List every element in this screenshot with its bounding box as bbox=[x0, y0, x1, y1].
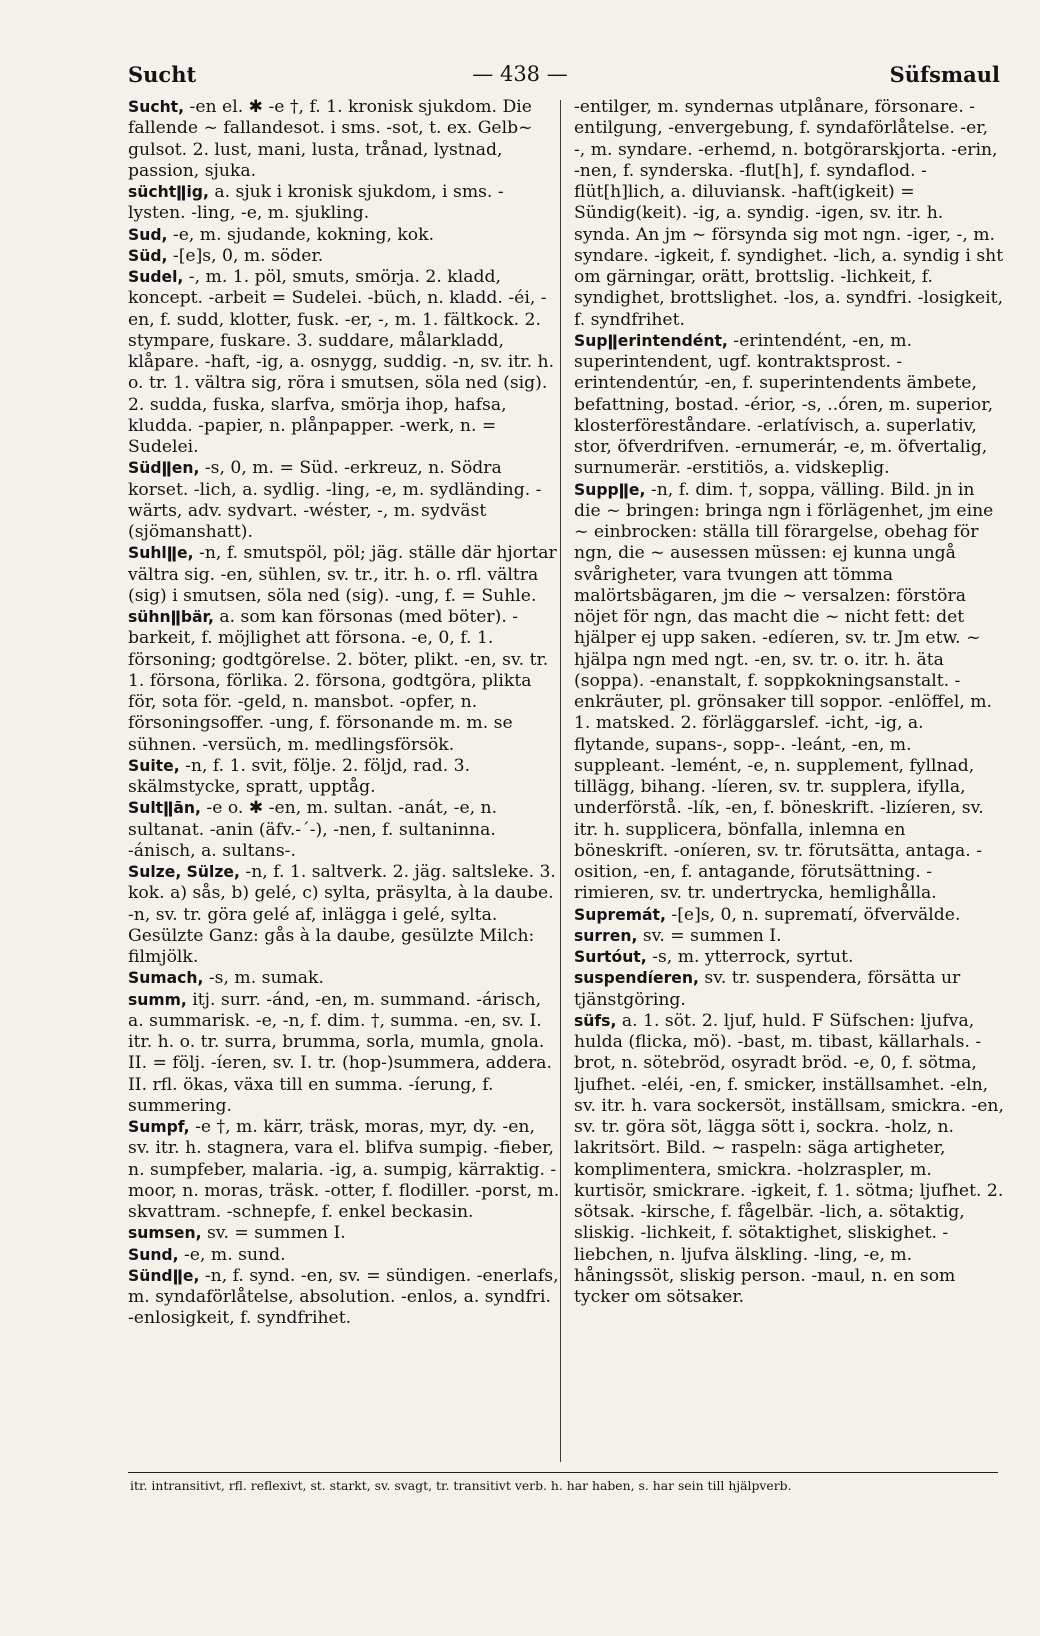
running-head-left: Sucht bbox=[128, 62, 197, 87]
headword: Sündǁe, bbox=[128, 1266, 200, 1285]
dictionary-entry bbox=[128, 182, 560, 225]
definition: sv. tr. suspendera, försätta ur tjänstgöring. bbox=[574, 968, 961, 1010]
headword: Sudel, bbox=[128, 268, 184, 286]
definition: -s, m. sumak. bbox=[203, 968, 324, 989]
running-head-right: Süfsmaul bbox=[889, 62, 1000, 87]
dictionary-entry bbox=[574, 947, 1004, 968]
definition: a. sjuk i kronisk sjukdom, i sms. -lysten. -ling, -e, m. sjukling. bbox=[128, 182, 504, 224]
dictionary-entry bbox=[574, 968, 1004, 1011]
dictionary-entry bbox=[128, 1266, 560, 1330]
definition: sv. = summen I. bbox=[201, 1223, 346, 1244]
footer-divider bbox=[128, 1472, 998, 1473]
definition: -n, f. 1. saltverk. 2. jäg. saltsleke. 3. kok. a) sås, b) gelé, c) sylta, präsylta, à la daube. -n, sv. tr. göra gelé af, inlägga i gelé, sylta. Gesülzte Ganz: gås à la daube, gesülzte Milch: filmjölk. bbox=[128, 862, 556, 967]
definition: -s, m. ytterrock, syrtut. bbox=[646, 947, 854, 967]
definition: -[e]s, 0, n. suprematí, öfvervälde. bbox=[665, 904, 961, 925]
definition: -en el. ✱ -e †, f. 1. kronisk sjukdom. Die fallende ~ fallandesot. i sms. -sot, t. ex. Gelb~ gulsot. 2. lust, mani, lusta, trånad, lystnad, passion, sjuka. bbox=[128, 97, 533, 181]
definition: -erintendént, -en, m. superintendent, ugf. kontraktsprost. -erintendentúr, -en, f. superintendents ämbete, befattning, bostad. -érior, -s, ..óren, m. superior, klosterföreståndare. -erlatívisch, a. superlativ, stor, öfverdrifven. -ernumerár, -e, m. öfvertalig, surnumerär. -erstitiös, a. vidskeplig. bbox=[574, 330, 994, 479]
definition: a. 1. söt. 2. ljuf, huld. F Süfschen: ljufva, hulda (flicka, mö). -bast, m. tibast, källarhals. -brot, n. sötebröd, osyradt bröd. -e, 0, f. sötma, ljufhet. -eléi, -en, f. smicker, inställsamhet. -eln, sv. itr. h. vara sockersöt, inställsam, smickra. -en, sv. tr. göra söt, lägga sött i, sockra. -holz, n. lakritsört. Bild. ~ raspeln: säga artigheter, komplimentera, smickra. -holzraspler, m. kurtisör, smickrare. -igkeit, f. 1. sötma; ljufhet. 2. sötsak. -kirsche, f. fågelbär. -lich, a. sötaktig, sliskig. -lichkeit, f. sötaktighet, sliskighet. -liebchen, n. ljufva älskling. -ling, -e, m. håningssöt, sliskig person. -maul, n. en som tycker om sötsaker. bbox=[574, 1010, 1004, 1307]
headword: Süd, bbox=[128, 246, 168, 265]
dictionary-entry bbox=[128, 968, 560, 989]
dictionary-entry bbox=[128, 246, 560, 267]
dictionary-entry bbox=[128, 225, 560, 246]
dictionary-entry bbox=[574, 905, 1004, 926]
dictionary-entry bbox=[574, 926, 1004, 947]
definition: a. som kan försonas (med böter). -barkeit, f. möjlighet att försona. -e, 0, f. 1. försoning; godtgörelse. 2. böter, plikt. -en, sv. tr. 1. försona, förlika. 2. försona, godtgöra, plikta för, sota för. -geld, n. mansbot. -opfer, n. försoningsoffer. -ung, f. försonande m. m. se sühnen. -versüch, m. medlingsförsök. bbox=[128, 607, 549, 755]
headword: sumsen, bbox=[128, 1224, 202, 1243]
definition: -n, f. dim. †, soppa, välling. Bild. jn in die ~ bringen: bringa ngn i förlägenhet, jm eine ~ einbrocken: ställa till förargelse, obehag för ngn, die ~ ausessen müssen: ej kunna ungå svårigheter, vara tvungen att tömma malörtsbägaren, jm die ~ versalzen: förstöra nöjet för ngn, das macht die ~ nicht fett: det hjälper ej upp saken. -edíeren, sv. tr. Jm etw. ~ hjälpa ngn med ngt. -en, sv. tr. o. itr. h. äta (soppa). -enanstalt, f. soppkokningsanstalt. -enkräuter, pl. grönsaker till soppor. -enlöffel, m. 1. matsked. 2. förläggarslef. -icht, -ig, a. flytande, supans-, sopp-. -leánt, -en, m. suppleant. -lemént, -e, n. supplement, fyllnad, tillägg, bihang. -líeren, sv. tr. supplera, ifylla, underförstå. -lík, -en, f. böneskrift. -lizíeren, sv. itr. h. supplicera, bönfalla, inlemna en böneskrift. -oníeren, sv. tr. förutsätta, antaga. -osition, -en, f. antagande, förutsättning. -rimieren, sv. tr. undertrycka, hemlighålla. bbox=[574, 479, 994, 904]
definition: -e, m. sund. bbox=[178, 1244, 286, 1265]
headword: Suppǁe, bbox=[574, 480, 646, 499]
headword: Suite, bbox=[128, 756, 180, 775]
definition: sv. = summen I. bbox=[637, 925, 782, 946]
dictionary-entry bbox=[574, 480, 1004, 905]
headword: Supremát, bbox=[574, 905, 666, 924]
headword: Sumpf, bbox=[128, 1118, 190, 1136]
dictionary-entry bbox=[128, 543, 560, 607]
dictionary-entry bbox=[128, 267, 560, 458]
dictionary-entry bbox=[128, 990, 560, 1118]
definition: -n, f. smutspöl, pöl; jäg. ställe där hjortar vältra sig. -en, sühlen, sv. tr., itr. h. o. rfl. vältra (sig) i smutsen, söla ned (sig). -ung, f. = Suhle. bbox=[128, 543, 557, 606]
headword: Supǁerintendént, bbox=[574, 331, 728, 350]
definition: -n, f. synd. -en, sv. = sündigen. -enerlafs, m. syndaförlåtelse, absolution. -enlos, a. syndfri. -enlosigkeit, f. syndfrihet. bbox=[128, 1265, 559, 1329]
definition: -s, 0, m. = Süd. -erkreuz, n. Södra korset. -lich, a. sydlig. -ling, -e, m. sydländing. -wärts, adv. sydvart. -wéster, -, m. sydväst (sjömanshatt). bbox=[128, 458, 542, 542]
dictionary-entry bbox=[128, 798, 560, 862]
definition: -entilger, m. syndernas utplånare, försonare. -entilgung, -envergebung, f. syndaförlåtelse. -er, -, m. syndare. -erhemd, n. botgörarskjorta. -erin, -nen, f. synderska. -flut[h], f. syndaflod. -flüt[h]lich, a. diluviansk. -haft(igkeit) = Sündig(keit). -ig, a. syndig. -igen, sv. itr. h. synda. An jm ~ försynda sig mot ngn. -iger, -, m. syndare. -igkeit, f. syndighet. -lich, a. syndig i sht om gärningar, orätt, brottslig. -lichkeit, f. syndighet, brottslighet. -los, a. syndfri. -losigkeit, f. syndfrihet. bbox=[574, 97, 1004, 330]
definition: -e †, m. kärr, träsk, moras, myr, dy. -en, sv. itr. h. stagnera, vara el. blifva sumpig. -fieber, n. sumpfeber, malaria. -ig, a. sumpig, kärraktig. -moor, n. moras, träsk. -otter, f. flodiller. -porst, m. skvattram. -schnepfe, f. enkel beckasin. bbox=[128, 1117, 560, 1222]
definition: -e, m. sjudande, kokning, kok. bbox=[167, 224, 435, 245]
headword: süchtǁig, bbox=[128, 183, 209, 201]
headword: süfs, bbox=[574, 1011, 617, 1030]
headword: suspendíeren, bbox=[574, 969, 699, 988]
definition: -e o. ✱ -en, m. sultan. -anát, -e, n. sultanat. -anin (äfv.-´-), -nen, f. sultaninna. -ánisch, a. sultans-. bbox=[128, 798, 498, 861]
definition: -[e]s, 0, m. söder. bbox=[167, 245, 324, 266]
dictionary-entry bbox=[128, 607, 560, 756]
dictionary-entry bbox=[574, 331, 1004, 480]
definition: -n, f. 1. svit, följe. 2. följd, rad. 3. skälmstycke, spratt, upptåg. bbox=[128, 755, 471, 797]
headword: surren, bbox=[574, 926, 638, 945]
dictionary-entry bbox=[574, 1011, 1004, 1309]
headword: Suhlǁe, bbox=[128, 544, 194, 563]
headword: summ, bbox=[128, 990, 187, 1009]
dictionary-entry bbox=[128, 1223, 560, 1244]
definition: itj. surr. -ánd, -en, m. summand. -árisch, a. summarisk. -e, -n, f. dim. †, summa. -en, sv. I. itr. h. o. tr. surra, brumma, sorla, mumla, gnola. II. = följ. -íeren, sv. I. tr. (hop-)summera, addera. II. rfl. ökas, växa till en summa. -íerung, f. summering. bbox=[128, 989, 553, 1116]
right-column bbox=[574, 97, 1004, 1308]
dictionary-entry bbox=[128, 756, 560, 799]
abbreviation-legend: itr. intransitivt, rfl. reflexivt, st. starkt, sv. svagt, tr. transitivt verb. h. har haben, s. har sein till hjälpverb. bbox=[130, 1478, 792, 1493]
headword: sühnǁbär, bbox=[128, 608, 214, 626]
left-column bbox=[128, 97, 560, 1330]
definition: -, m. 1. pöl, smuts, smörja. 2. kladd, koncept. -arbeit = Sudelei. -büch, n. kladd. -éi, -en, f. sudd, klotter, fusk. -er, -, m. 1. fältkock. 2. stympare, fuskare. 3. suddare, målarkladd, klåpare. -haft, -ig, a. osnygg, suddig. -n, sv. itr. h. o. tr. 1. vältra sig, röra i smutsen, söla ned (sig). 2. sudda, fuska, slarfva, smörja ihop, hafsa, kludda. -papier, n. plånpapper. -werk, n. = Sudelei. bbox=[128, 267, 555, 457]
headword: Sucht, bbox=[128, 98, 185, 116]
headword: Sumach, bbox=[128, 969, 204, 988]
headword: Sulze, Sülze, bbox=[128, 863, 240, 881]
dictionary-entry bbox=[128, 1245, 560, 1266]
dictionary-entry bbox=[128, 458, 560, 543]
page-number: — 438 — bbox=[472, 62, 568, 86]
dictionary-entry bbox=[128, 97, 560, 182]
dictionary-entry bbox=[574, 97, 1004, 331]
column-divider bbox=[560, 100, 561, 1462]
headword: Sud, bbox=[128, 225, 168, 244]
headword: Sultǁān, bbox=[128, 799, 201, 818]
dictionary-entry bbox=[128, 862, 560, 968]
headword: Surtóut, bbox=[574, 948, 647, 966]
dictionary-entry bbox=[128, 1117, 560, 1223]
headword: Südǁen, bbox=[128, 459, 200, 478]
headword: Sund, bbox=[128, 1245, 179, 1264]
